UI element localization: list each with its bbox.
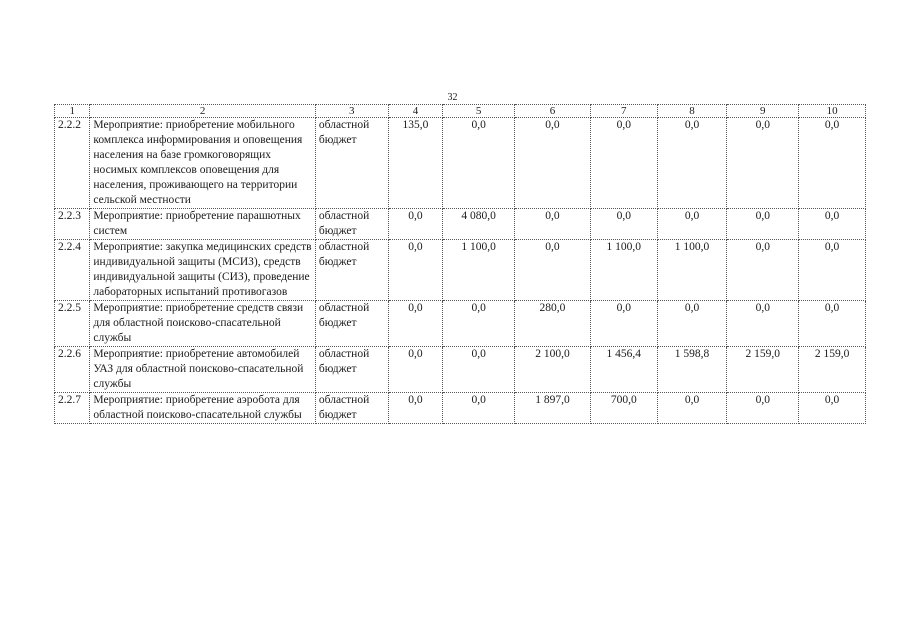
row-value: 0,0 (727, 209, 799, 240)
row-value: 0,0 (590, 209, 657, 240)
row-value: 0,0 (799, 118, 866, 209)
row-value: 0,0 (657, 118, 727, 209)
row-value: 0,0 (388, 240, 443, 301)
row-funding-source: областной бюджет (315, 301, 388, 347)
row-value: 0,0 (443, 347, 515, 393)
row-value: 1 598,8 (657, 347, 727, 393)
row-value: 0,0 (727, 118, 799, 209)
row-value: 0,0 (515, 118, 591, 209)
row-value: 0,0 (799, 209, 866, 240)
row-funding-source: областной бюджет (315, 347, 388, 393)
row-value: 280,0 (515, 301, 591, 347)
row-code: 2.2.6 (55, 347, 90, 393)
column-header: 2 (90, 105, 316, 118)
column-header: 6 (515, 105, 591, 118)
row-description: Мероприятие: приобретение парашютных систем (90, 209, 316, 240)
row-value: 0,0 (590, 118, 657, 209)
row-value: 1 100,0 (590, 240, 657, 301)
column-header: 5 (443, 105, 515, 118)
budget-table (54, 104, 866, 424)
row-value: 0,0 (443, 118, 515, 209)
row-value: 2 100,0 (515, 347, 591, 393)
row-description: Мероприятие: приобретение аэробота для областной поисково-спасательной службы (90, 393, 316, 424)
row-description: Мероприятие: приобретение автомобилей УАЗ для областной поисково-спасательной службы (90, 347, 316, 393)
row-value: 0,0 (727, 301, 799, 347)
row-value: 0,0 (727, 393, 799, 424)
row-value: 0,0 (443, 301, 515, 347)
row-value: 4 080,0 (443, 209, 515, 240)
table-row (55, 347, 866, 393)
row-value: 1 456,4 (590, 347, 657, 393)
row-funding-source: областной бюджет (315, 209, 388, 240)
page-number: 32 (447, 92, 458, 103)
row-value: 0,0 (388, 393, 443, 424)
table-row (55, 118, 866, 209)
table-row (55, 393, 866, 424)
row-value: 2 159,0 (727, 347, 799, 393)
row-value: 0,0 (388, 347, 443, 393)
column-header: 10 (799, 105, 866, 118)
row-description: Мероприятие: приобретение средств связи для областной поисково-спасательной службы (90, 301, 316, 347)
row-funding-source: областной бюджет (315, 118, 388, 209)
row-value: 1 100,0 (657, 240, 727, 301)
column-header: 8 (657, 105, 727, 118)
row-description: Мероприятие: закупка медицинских средств индивидуальной защиты (МСИЗ), средств индивидуальной защиты (СИЗ), проведение лабораторных испытаний противогазов (90, 240, 316, 301)
row-value: 0,0 (388, 301, 443, 347)
column-header: 7 (590, 105, 657, 118)
table-row (55, 301, 866, 347)
row-funding-source: областной бюджет (315, 240, 388, 301)
header-row (55, 105, 866, 118)
row-value: 1 897,0 (515, 393, 591, 424)
column-header: 1 (55, 105, 90, 118)
row-value: 700,0 (590, 393, 657, 424)
row-value: 0,0 (657, 209, 727, 240)
row-value: 0,0 (799, 301, 866, 347)
row-code: 2.2.3 (55, 209, 90, 240)
column-header: 3 (315, 105, 388, 118)
table-row (55, 240, 866, 301)
row-value: 0,0 (515, 240, 591, 301)
table-row (55, 209, 866, 240)
row-value: 135,0 (388, 118, 443, 209)
row-value: 0,0 (799, 393, 866, 424)
row-funding-source: областной бюджет (315, 393, 388, 424)
row-code: 2.2.5 (55, 301, 90, 347)
row-value: 0,0 (590, 301, 657, 347)
row-value: 0,0 (799, 240, 866, 301)
row-code: 2.2.2 (55, 118, 90, 209)
column-header: 4 (388, 105, 443, 118)
column-header: 9 (727, 105, 799, 118)
row-value: 0,0 (657, 393, 727, 424)
row-value: 0,0 (657, 301, 727, 347)
row-value: 1 100,0 (443, 240, 515, 301)
row-value: 2 159,0 (799, 347, 866, 393)
row-description: Мероприятие: приобретение мобильного комплекса информирования и оповещения населения на базе громкоговорящих носимых комплексов оповещения для населения, проживающего на территории сельской местности (90, 118, 316, 209)
row-value: 0,0 (727, 240, 799, 301)
row-code: 2.2.4 (55, 240, 90, 301)
row-value: 0,0 (443, 393, 515, 424)
row-value: 0,0 (515, 209, 591, 240)
row-code: 2.2.7 (55, 393, 90, 424)
row-value: 0,0 (388, 209, 443, 240)
